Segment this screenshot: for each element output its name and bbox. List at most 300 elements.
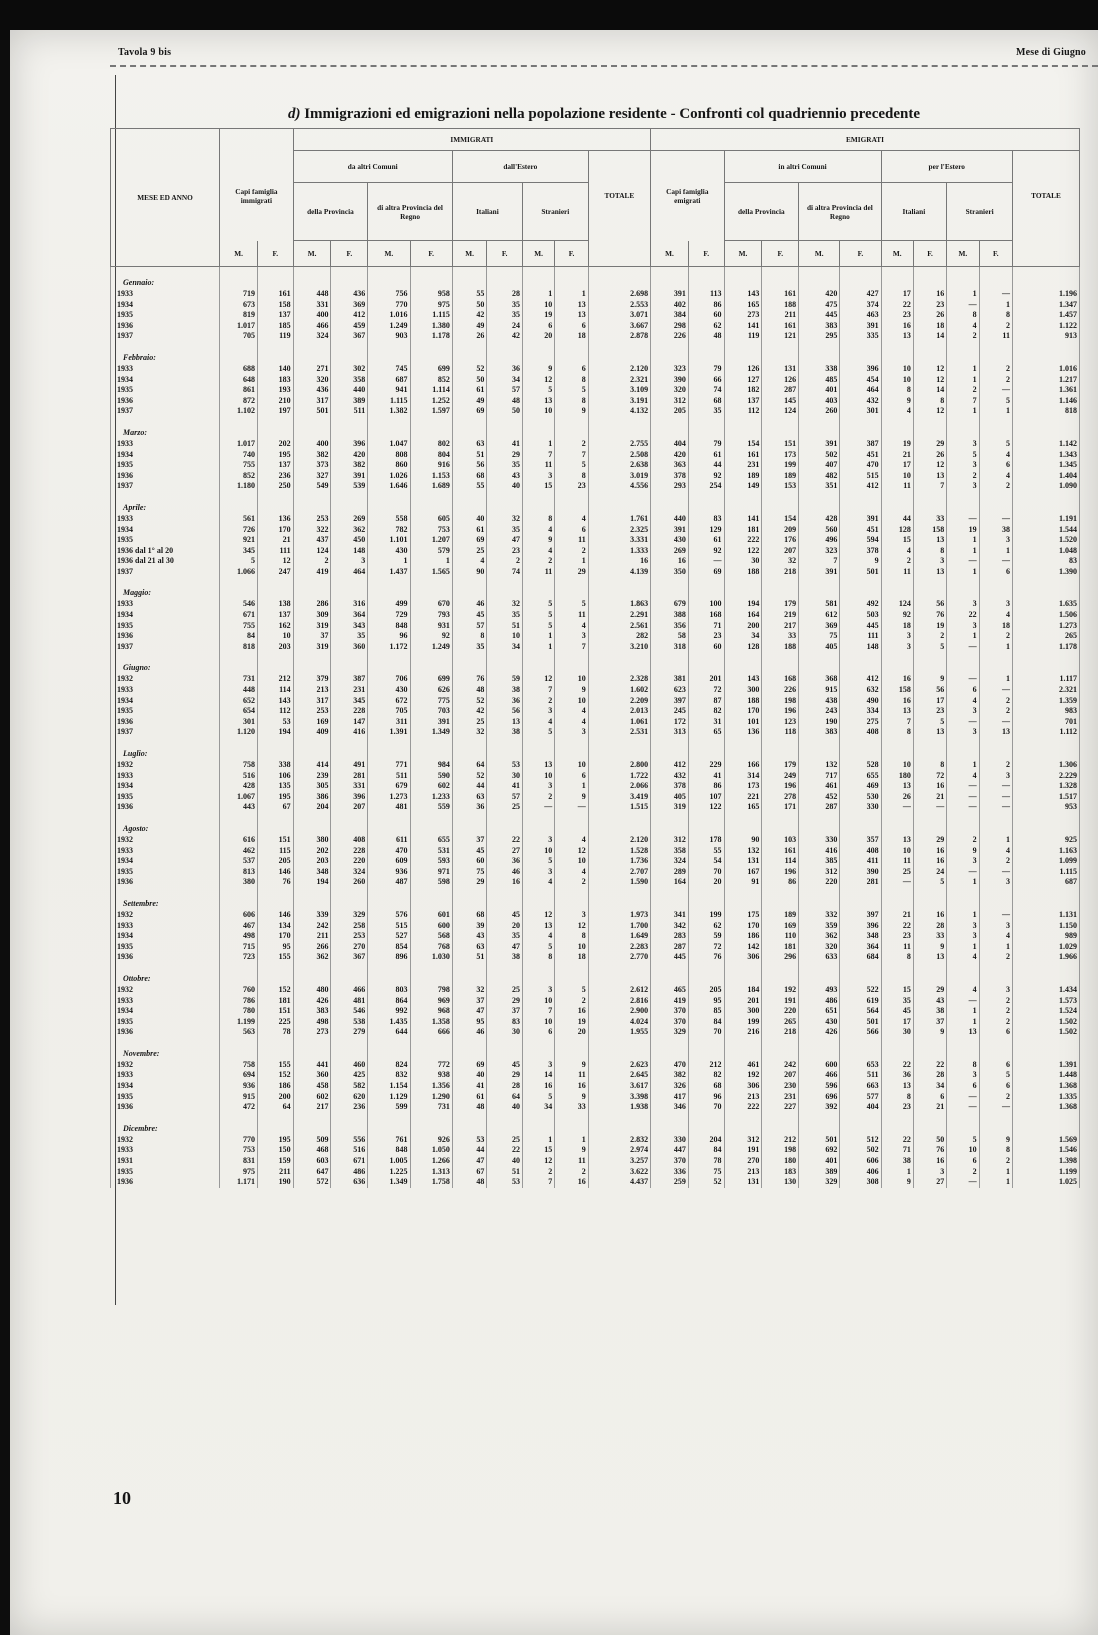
table-cell: 579 xyxy=(410,546,452,557)
table-cell: 831 xyxy=(220,1156,258,1167)
table-cell: 4.132 xyxy=(588,406,650,417)
table-cell: 319 xyxy=(293,642,331,653)
table-cell: 687 xyxy=(1012,877,1079,888)
table-cell: 4 xyxy=(947,771,979,782)
table-cell: 594 xyxy=(840,535,881,546)
table-cell: 462 xyxy=(220,846,258,857)
table-cell: 1.016 xyxy=(368,310,410,321)
table-cell: 298 xyxy=(651,321,689,332)
table-cell: 69 xyxy=(452,1060,487,1071)
table-row xyxy=(111,364,1080,375)
table-cell: 313 xyxy=(651,727,689,738)
table-cell: 3 xyxy=(979,877,1012,888)
table-cell: 10 xyxy=(881,471,913,482)
table-cell: 601 xyxy=(410,910,452,921)
table-cell: 2.623 xyxy=(588,1060,650,1071)
table-cell: 48 xyxy=(487,396,523,407)
table-cell: 1.343 xyxy=(1012,450,1079,461)
table-cell: 226 xyxy=(762,685,799,696)
month-row xyxy=(111,1044,1080,1060)
table-cell: 70 xyxy=(688,1102,724,1113)
table-cell: 848 xyxy=(368,621,410,632)
col-m: M. xyxy=(368,241,410,267)
table-cell: 1.199 xyxy=(220,1017,258,1028)
year-label: 1936 xyxy=(111,1177,220,1188)
table-cell: 5 xyxy=(979,439,1012,450)
table-cell: 1 xyxy=(947,289,979,300)
table-cell: 389 xyxy=(331,396,368,407)
table-cell: 612 xyxy=(799,610,840,621)
table-cell: 61 xyxy=(688,450,724,461)
table-cell: 101 xyxy=(724,717,762,728)
table-cell: 216 xyxy=(724,1027,762,1038)
table-cell: 391 xyxy=(799,567,840,578)
table-row xyxy=(111,674,1080,685)
table-cell: 9 xyxy=(523,535,555,546)
table-cell: — xyxy=(979,802,1012,813)
table-cell: 28 xyxy=(913,921,946,932)
table-cell: 15 xyxy=(523,1145,555,1156)
table-cell: 818 xyxy=(220,642,258,653)
table-cell: 1.863 xyxy=(588,599,650,610)
table-cell: 451 xyxy=(840,525,881,536)
table-cell: 35 xyxy=(487,525,523,536)
table-cell: 971 xyxy=(410,867,452,878)
table-cell: 1.520 xyxy=(1012,535,1079,546)
table-cell: 4.556 xyxy=(588,481,650,492)
table-cell: 417 xyxy=(651,1092,689,1103)
table-cell: 673 xyxy=(220,300,258,311)
table-cell: 3 xyxy=(979,599,1012,610)
year-label: 1934 xyxy=(111,856,220,867)
table-cell: 498 xyxy=(293,1017,331,1028)
table-cell: 469 xyxy=(840,781,881,792)
table-cell: 51 xyxy=(487,1167,523,1178)
table-row xyxy=(111,1135,1080,1146)
table-cell: 173 xyxy=(762,450,799,461)
year-label: 1933 xyxy=(111,364,220,375)
table-cell: 1.380 xyxy=(410,321,452,332)
table-cell: 50 xyxy=(913,1135,946,1146)
table-cell: 864 xyxy=(368,996,410,1007)
table-cell: 1.017 xyxy=(220,321,258,332)
table-row xyxy=(111,535,1080,546)
table-cell: 6 xyxy=(523,321,555,332)
table-cell: 1.131 xyxy=(1012,910,1079,921)
year-label: 1937 xyxy=(111,567,220,578)
table-cell: 3 xyxy=(979,985,1012,996)
table-cell: 383 xyxy=(293,1006,331,1017)
table-cell: 391 xyxy=(651,289,689,300)
table-cell: 4 xyxy=(523,877,555,888)
table-cell: 35 xyxy=(487,310,523,321)
table-cell: 992 xyxy=(368,1006,410,1017)
table-cell: 4 xyxy=(555,867,588,878)
table-cell: 819 xyxy=(220,310,258,321)
table-cell: 2 xyxy=(979,1017,1012,1028)
table-cell: 16 xyxy=(913,289,946,300)
table-cell: 179 xyxy=(762,760,799,771)
year-label: 1935 xyxy=(111,942,220,953)
table-cell: 46 xyxy=(487,867,523,878)
table-cell: 83 xyxy=(487,1017,523,1028)
table-cell: 1 xyxy=(947,375,979,386)
table-cell: 412 xyxy=(331,310,368,321)
table-row xyxy=(111,525,1080,536)
col-m: M. xyxy=(523,241,555,267)
table-cell: 537 xyxy=(220,856,258,867)
table-cell: 324 xyxy=(331,867,368,878)
year-label: 1931 xyxy=(111,1156,220,1167)
year-label: 1937 xyxy=(111,331,220,342)
year-label: 1936 xyxy=(111,717,220,728)
table-cell: 1.437 xyxy=(368,567,410,578)
table-cell: 696 xyxy=(799,1092,840,1103)
table-cell: — xyxy=(947,674,979,685)
table-cell: 620 xyxy=(331,1092,368,1103)
table-cell: 463 xyxy=(840,310,881,321)
table-cell: 813 xyxy=(220,867,258,878)
table-cell: 1 xyxy=(555,781,588,792)
table-cell: 402 xyxy=(651,300,689,311)
table-cell: 35 xyxy=(487,610,523,621)
table-cell: 181 xyxy=(724,525,762,536)
year-label: 1933 xyxy=(111,599,220,610)
table-cell: 5 xyxy=(523,942,555,953)
table-cell: 2.325 xyxy=(588,525,650,536)
table-cell: 2 xyxy=(979,706,1012,717)
table-cell: 1.448 xyxy=(1012,1070,1079,1081)
table-cell: 5 xyxy=(523,727,555,738)
table-row xyxy=(111,952,1080,963)
table-cell: 24 xyxy=(487,321,523,332)
table-cell: 501 xyxy=(840,1017,881,1028)
table-cell: 3 xyxy=(555,631,588,642)
table-cell: 397 xyxy=(840,910,881,921)
table-cell: 162 xyxy=(258,621,294,632)
table-row xyxy=(111,556,1080,567)
table-cell: 15 xyxy=(881,985,913,996)
table-cell: 1.333 xyxy=(588,546,650,557)
table-cell: 1.358 xyxy=(410,1017,452,1028)
table-cell: 107 xyxy=(688,792,724,803)
table-cell: 34 xyxy=(487,375,523,386)
table-cell: — xyxy=(947,996,979,1007)
table-cell: 91 xyxy=(724,877,762,888)
table-cell: 2.120 xyxy=(588,835,650,846)
table-cell: 1.565 xyxy=(410,567,452,578)
table-cell: 1.266 xyxy=(410,1156,452,1167)
table-cell: 153 xyxy=(762,481,799,492)
table-cell: 23 xyxy=(555,481,588,492)
table-cell: 2.770 xyxy=(588,952,650,963)
table-cell: 22 xyxy=(881,1060,913,1071)
table-cell: 387 xyxy=(840,439,881,450)
table-cell: 170 xyxy=(258,931,294,942)
table-cell: 563 xyxy=(220,1027,258,1038)
table-row xyxy=(111,867,1080,878)
table-cell: 29 xyxy=(555,567,588,578)
table-cell: 6 xyxy=(947,1156,979,1167)
table-cell: 447 xyxy=(651,1145,689,1156)
table-cell: 270 xyxy=(724,1156,762,1167)
table-cell: 407 xyxy=(799,460,840,471)
table-cell: 12 xyxy=(555,921,588,932)
table-cell: 652 xyxy=(220,696,258,707)
table-cell: 236 xyxy=(331,1102,368,1113)
table-cell: 336 xyxy=(651,1167,689,1178)
table-row xyxy=(111,631,1080,642)
year-label: 1933 xyxy=(111,1070,220,1081)
table-row xyxy=(111,1006,1080,1017)
table-cell: 603 xyxy=(293,1156,331,1167)
table-cell: 539 xyxy=(331,481,368,492)
table-cell: 460 xyxy=(331,1060,368,1071)
table-cell: 339 xyxy=(293,910,331,921)
table-cell: 44 xyxy=(881,514,913,525)
table-cell: 140 xyxy=(258,364,294,375)
table-cell: 146 xyxy=(258,910,294,921)
table-cell: 44 xyxy=(688,460,724,471)
table-cell: 23 xyxy=(881,1102,913,1113)
table-cell: 47 xyxy=(487,942,523,953)
table-cell: — xyxy=(979,910,1012,921)
table-row xyxy=(111,450,1080,461)
table-cell: 61 xyxy=(452,385,487,396)
table-cell: 3 xyxy=(947,921,979,932)
table-row xyxy=(111,1145,1080,1156)
table-cell: 36 xyxy=(487,856,523,867)
table-cell: 17 xyxy=(913,696,946,707)
table-cell: 278 xyxy=(762,792,799,803)
table-cell: 1.026 xyxy=(368,471,410,482)
table-cell: 184 xyxy=(724,985,762,996)
table-cell: 13 xyxy=(947,1027,979,1038)
table-cell: 44 xyxy=(452,781,487,792)
year-label: 1932 xyxy=(111,910,220,921)
table-cell: 606 xyxy=(220,910,258,921)
table-cell: 338 xyxy=(799,364,840,375)
table-cell: 1 xyxy=(947,535,979,546)
table-cell: 52 xyxy=(452,771,487,782)
table-cell: 3 xyxy=(947,727,979,738)
table-cell: 2 xyxy=(979,631,1012,642)
table-cell: 5 xyxy=(523,621,555,632)
table-cell: 1.635 xyxy=(1012,599,1079,610)
table-cell: 1.150 xyxy=(1012,921,1079,932)
table-cell: 192 xyxy=(762,985,799,996)
table-cell: 16 xyxy=(913,1156,946,1167)
year-label: 1936 dal 1° al 20 xyxy=(111,546,220,557)
table-cell: 411 xyxy=(840,856,881,867)
table-cell: 511 xyxy=(840,1070,881,1081)
table-cell: 1.457 xyxy=(1012,310,1079,321)
table-cell: 530 xyxy=(840,792,881,803)
table-cell: 33 xyxy=(762,631,799,642)
table-cell: 7 xyxy=(881,717,913,728)
table-cell: 211 xyxy=(258,1167,294,1178)
table-cell: 31 xyxy=(688,717,724,728)
table-cell: 350 xyxy=(651,567,689,578)
table-cell: 491 xyxy=(331,760,368,771)
table-row xyxy=(111,300,1080,311)
table-cell: 2.508 xyxy=(588,450,650,461)
table-cell: 1.142 xyxy=(1012,439,1079,450)
table-cell: 20 xyxy=(487,921,523,932)
table-cell: 1.356 xyxy=(410,1081,452,1092)
table-cell: 83 xyxy=(688,514,724,525)
table-cell: 2 xyxy=(555,877,588,888)
table-cell: 6 xyxy=(947,1081,979,1092)
table-row xyxy=(111,396,1080,407)
table-cell: 1.758 xyxy=(410,1177,452,1188)
table-cell: 975 xyxy=(410,300,452,311)
table-cell: 106 xyxy=(258,771,294,782)
table-cell: 3.109 xyxy=(588,385,650,396)
table-cell: 10 xyxy=(258,631,294,642)
table-cell: 269 xyxy=(331,514,368,525)
table-cell: 27 xyxy=(487,846,523,857)
table-cell: — xyxy=(979,867,1012,878)
col-m: M. xyxy=(452,241,487,267)
table-cell: 51 xyxy=(452,952,487,963)
table-cell: 17 xyxy=(881,289,913,300)
table-row xyxy=(111,910,1080,921)
table-cell: 30 xyxy=(487,771,523,782)
table-cell: 114 xyxy=(258,685,294,696)
table-cell: 10 xyxy=(881,760,913,771)
table-cell: 861 xyxy=(220,385,258,396)
month-row xyxy=(111,498,1080,514)
year-label: 1935 xyxy=(111,310,220,321)
table-cell: 7 xyxy=(523,450,555,461)
table-cell: 5 xyxy=(947,450,979,461)
table-cell: 7 xyxy=(913,481,946,492)
table-cell: 205 xyxy=(258,856,294,867)
table-cell: 1.016 xyxy=(1012,364,1079,375)
table-cell: 445 xyxy=(651,952,689,963)
table-row xyxy=(111,781,1080,792)
table-cell: 4.024 xyxy=(588,1017,650,1028)
table-cell: 3 xyxy=(913,556,946,567)
table-cell: 1.273 xyxy=(368,792,410,803)
table-cell: 75 xyxy=(799,631,840,642)
table-cell: 9 xyxy=(555,792,588,803)
table-cell: 921 xyxy=(220,535,258,546)
table-cell: 87 xyxy=(688,696,724,707)
table-cell: 699 xyxy=(410,364,452,375)
table-cell: 168 xyxy=(762,674,799,685)
table-cell: 9 xyxy=(555,1060,588,1071)
table-cell: 3.398 xyxy=(588,1092,650,1103)
table-cell: 412 xyxy=(840,674,881,685)
table-cell: 2 xyxy=(947,331,979,342)
table-cell: 38 xyxy=(487,727,523,738)
table-cell: 95 xyxy=(688,996,724,1007)
table-cell: 511 xyxy=(331,406,368,417)
table-cell: 1.178 xyxy=(410,331,452,342)
table-cell: 67 xyxy=(452,1167,487,1178)
table-cell: 18 xyxy=(881,621,913,632)
table-cell: 2 xyxy=(555,439,588,450)
table-cell: 1.390 xyxy=(1012,567,1079,578)
table-cell: 1.349 xyxy=(368,1177,410,1188)
table-cell: 4 xyxy=(881,546,913,557)
table-cell: 4 xyxy=(979,931,1012,942)
table-cell: 76 xyxy=(688,952,724,963)
table-cell: 341 xyxy=(651,910,689,921)
table-cell: 22 xyxy=(487,835,523,846)
table-cell: 155 xyxy=(258,1060,294,1071)
table-cell: 13 xyxy=(555,310,588,321)
table-cell: 29 xyxy=(487,1070,523,1081)
table-cell: 359 xyxy=(799,921,840,932)
table-cell: 20 xyxy=(523,331,555,342)
table-cell: 492 xyxy=(840,599,881,610)
table-cell: 501 xyxy=(840,567,881,578)
year-label: 1937 xyxy=(111,727,220,738)
table-cell: 50 xyxy=(452,300,487,311)
table-cell: 363 xyxy=(651,460,689,471)
table-cell: 2 xyxy=(979,996,1012,1007)
table-cell: 254 xyxy=(688,481,724,492)
year-label: 1934 xyxy=(111,525,220,536)
table-cell: 27 xyxy=(913,1177,946,1188)
table-cell: 4 xyxy=(979,450,1012,461)
col-emi-della-provincia: della Provincia xyxy=(724,183,799,241)
table-cell: 207 xyxy=(331,802,368,813)
table-cell: 45 xyxy=(452,610,487,621)
table-cell: 3 xyxy=(979,921,1012,932)
table-cell: 475 xyxy=(799,300,840,311)
table-cell: 266 xyxy=(293,942,331,953)
table-cell: 5 xyxy=(913,877,946,888)
table-cell: 1.569 xyxy=(1012,1135,1079,1146)
table-cell: 358 xyxy=(331,375,368,386)
year-label: 1932 xyxy=(111,760,220,771)
table-cell: 1 xyxy=(555,289,588,300)
table-cell: 451 xyxy=(840,450,881,461)
table-cell: 1.435 xyxy=(368,1017,410,1028)
table-cell: 143 xyxy=(724,674,762,685)
table-cell: 26 xyxy=(452,331,487,342)
table-cell: 11 xyxy=(881,856,913,867)
table-cell: 56 xyxy=(913,685,946,696)
table-row xyxy=(111,1070,1080,1081)
table-cell: 48 xyxy=(452,1102,487,1113)
table-cell: 9 xyxy=(913,674,946,685)
table-cell: 201 xyxy=(724,996,762,1007)
table-cell: 2.283 xyxy=(588,942,650,953)
table-cell: 2.612 xyxy=(588,985,650,996)
table-cell: — xyxy=(947,642,979,653)
table-cell: 419 xyxy=(651,996,689,1007)
table-cell: 396 xyxy=(840,921,881,932)
table-cell: 197 xyxy=(258,406,294,417)
table-cell: 2.291 xyxy=(588,610,650,621)
table-cell: 3 xyxy=(555,910,588,921)
table-cell: 37 xyxy=(487,1006,523,1017)
table-row xyxy=(111,985,1080,996)
table-cell: 16 xyxy=(913,781,946,792)
table-cell: 416 xyxy=(799,846,840,857)
table-cell: 958 xyxy=(410,289,452,300)
table-cell: 848 xyxy=(368,1145,410,1156)
table-cell: 1 xyxy=(947,406,979,417)
table-cell: 43 xyxy=(913,996,946,1007)
table-cell: 348 xyxy=(840,931,881,942)
table-cell: 5 xyxy=(523,599,555,610)
